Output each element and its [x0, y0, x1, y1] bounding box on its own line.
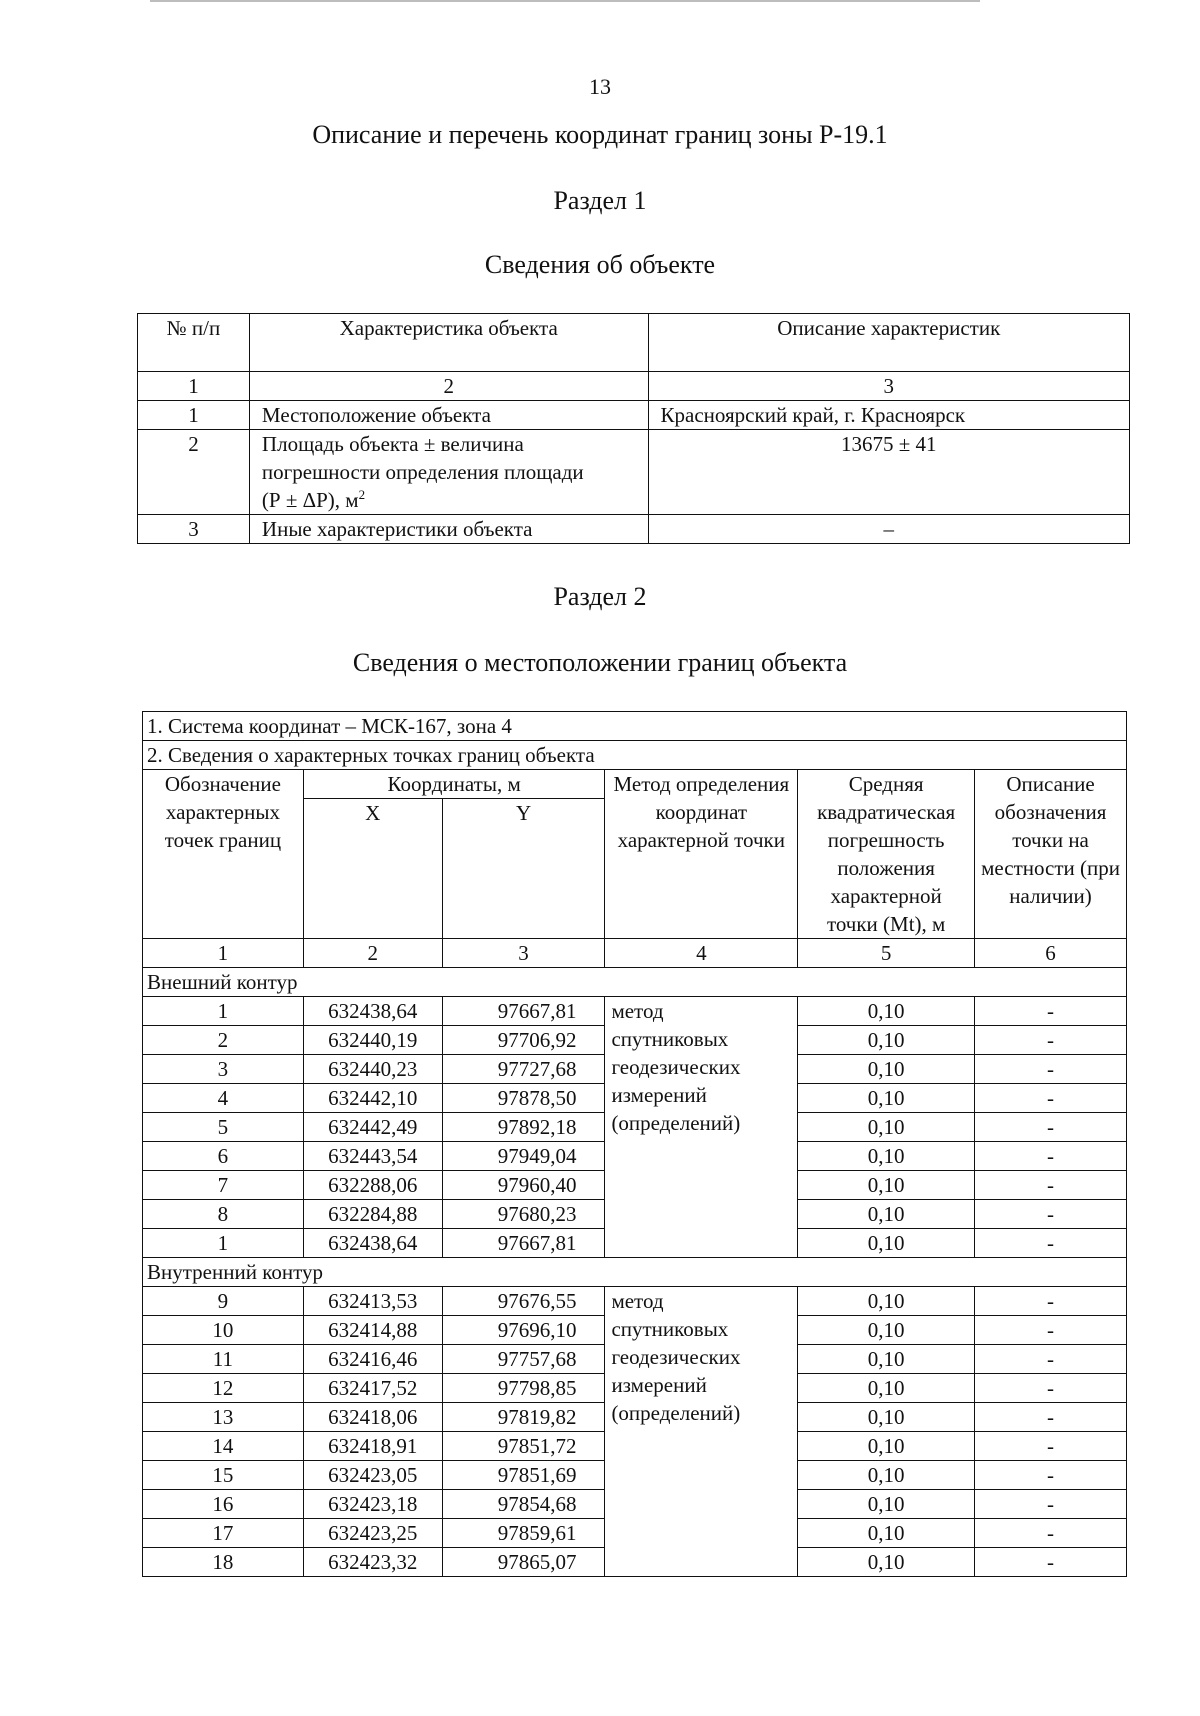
characteristic: Иные характеристики объекта: [249, 515, 648, 544]
header-description: Описание обозначения точки на местности (при наличии): [975, 770, 1127, 939]
point-number: 1: [143, 997, 304, 1026]
point-number: 2: [143, 1026, 304, 1055]
description: Красноярский край, г. Красноярск: [648, 401, 1129, 430]
header-coords: Координаты, м: [303, 770, 605, 799]
point-x: 632418,06: [303, 1403, 442, 1432]
description: 13675 ± 41: [648, 430, 1129, 515]
point-description: -: [975, 1374, 1127, 1403]
row-number: 3: [138, 515, 250, 544]
point-number: 6: [143, 1142, 304, 1171]
characteristic: [249, 430, 648, 515]
point-y: 97878,50: [442, 1084, 605, 1113]
col-number: 5: [798, 939, 975, 968]
point-x: 632440,19: [303, 1026, 442, 1055]
point-x: 632423,05: [303, 1461, 442, 1490]
point-x: 632423,32: [303, 1548, 442, 1577]
point-y: 97865,07: [442, 1548, 605, 1577]
point-x: 632284,88: [303, 1200, 442, 1229]
coordinates-table: [142, 711, 1127, 1577]
point-number: 4: [143, 1084, 304, 1113]
method-cell: [605, 997, 798, 1258]
point-description: -: [975, 1200, 1127, 1229]
method-line: метод: [611, 1289, 664, 1313]
method-line: измерений: [611, 1083, 707, 1107]
point-number: 9: [143, 1287, 304, 1316]
column-number-row: [138, 372, 1130, 401]
point-description: -: [975, 1548, 1127, 1577]
header-designation: Обозначение характерных точек границ: [143, 770, 304, 939]
method-line: измерений: [611, 1373, 707, 1397]
points-title: 2. Сведения о характерных точках границ объекта: [143, 741, 1127, 770]
point-y: 97854,68: [442, 1490, 605, 1519]
point-y: 97676,55: [442, 1287, 605, 1316]
point-y: 97757,68: [442, 1345, 605, 1374]
point-number: 14: [143, 1432, 304, 1461]
method-line: спутниковых: [611, 1027, 729, 1051]
table-row: [143, 1287, 1127, 1316]
object-info-table: [137, 313, 1130, 544]
column-number-row: [143, 939, 1127, 968]
point-x: 632418,91: [303, 1432, 442, 1461]
header-method: Метод определения координат характерной точки: [605, 770, 798, 939]
col-number: 3: [648, 372, 1129, 401]
method-line: (определений): [611, 1111, 741, 1135]
characteristic: Местоположение объекта: [249, 401, 648, 430]
point-number: 15: [143, 1461, 304, 1490]
point-error: 0,10: [798, 1345, 975, 1374]
point-x: 632442,10: [303, 1084, 442, 1113]
point-y: 97949,04: [442, 1142, 605, 1171]
col-number: 1: [143, 939, 304, 968]
point-y: 97851,72: [442, 1432, 605, 1461]
contour-row-outer: [143, 968, 1127, 997]
document-title: Описание и перечень координат границ зоны Р-19.1: [312, 120, 888, 149]
method-line: (определений): [611, 1401, 741, 1425]
table-header-row: [138, 314, 1130, 372]
coordinate-system: 1. Система координат – МСК-167, зона 4: [143, 712, 1127, 741]
point-y: 97819,82: [442, 1403, 605, 1432]
contour-label: Внешний контур: [143, 968, 1127, 997]
point-description: -: [975, 1490, 1127, 1519]
point-description: -: [975, 1432, 1127, 1461]
points-title-row: [143, 741, 1127, 770]
point-error: 0,10: [798, 1548, 975, 1577]
point-y: 97727,68: [442, 1055, 605, 1084]
point-error: 0,10: [798, 1229, 975, 1258]
point-y: 97696,10: [442, 1316, 605, 1345]
point-description: -: [975, 1519, 1127, 1548]
point-x: 632413,53: [303, 1287, 442, 1316]
point-number: 3: [143, 1055, 304, 1084]
point-error: 0,10: [798, 1055, 975, 1084]
header-row: [143, 770, 1127, 799]
point-error: 0,10: [798, 1113, 975, 1142]
point-y: 97892,18: [442, 1113, 605, 1142]
point-y: 97667,81: [442, 1229, 605, 1258]
section2-heading: Раздел 2: [553, 582, 647, 611]
point-x: 632438,64: [303, 1229, 442, 1258]
point-number: 1: [143, 1229, 304, 1258]
point-number: 18: [143, 1548, 304, 1577]
header-cell: Характеристика объекта: [249, 314, 648, 372]
row-number: 1: [138, 401, 250, 430]
header-y: Y: [442, 799, 605, 939]
table-row: [143, 997, 1127, 1026]
point-error: 0,10: [798, 1519, 975, 1548]
section1-subheading: Сведения об объекте: [484, 250, 716, 279]
point-x: 632423,25: [303, 1519, 442, 1548]
col-number: 1: [138, 372, 250, 401]
point-number: 5: [143, 1113, 304, 1142]
outer-contour-points: [143, 997, 1127, 1258]
point-x: 632288,06: [303, 1171, 442, 1200]
point-y: 97851,69: [442, 1461, 605, 1490]
point-x: 632416,46: [303, 1345, 442, 1374]
point-error: 0,10: [798, 1490, 975, 1519]
point-number: 17: [143, 1519, 304, 1548]
point-x: 632417,52: [303, 1374, 442, 1403]
point-y: 97859,61: [442, 1519, 605, 1548]
contour-row-inner: [143, 1258, 1127, 1287]
point-y: 97680,23: [442, 1200, 605, 1229]
method-line: геодезических: [611, 1055, 741, 1079]
point-error: 0,10: [798, 1084, 975, 1113]
table-row: [138, 430, 1130, 515]
point-y: 97667,81: [442, 997, 605, 1026]
row-number: 2: [138, 430, 250, 515]
point-x: 632443,54: [303, 1142, 442, 1171]
table-row: [138, 401, 1130, 430]
description: –: [648, 515, 1129, 544]
point-x: 632440,23: [303, 1055, 442, 1084]
point-error: 0,10: [798, 1200, 975, 1229]
method-line: метод: [611, 999, 664, 1023]
point-number: 8: [143, 1200, 304, 1229]
point-description: -: [975, 1171, 1127, 1200]
point-number: 10: [143, 1316, 304, 1345]
superscript: 2: [358, 487, 366, 502]
col-number: 2: [303, 939, 442, 968]
table-row: [138, 515, 1130, 544]
point-x: 632423,18: [303, 1490, 442, 1519]
point-number: 12: [143, 1374, 304, 1403]
characteristic-line: (Р ± ΔР), $м^2$: [261, 487, 366, 512]
characteristic-line: погрешности определения площади: [261, 460, 584, 484]
point-error: 0,10: [798, 1287, 975, 1316]
method-line: спутниковых: [611, 1317, 729, 1341]
point-description: -: [975, 1084, 1127, 1113]
point-description: -: [975, 1287, 1127, 1316]
point-error: 0,10: [798, 1403, 975, 1432]
point-number: 13: [143, 1403, 304, 1432]
point-description: -: [975, 1461, 1127, 1490]
col-number: 2: [249, 372, 648, 401]
inner-label-body: [143, 1258, 1127, 1287]
page-number: 13: [589, 74, 611, 99]
section1-heading: Раздел 1: [553, 186, 647, 215]
col-number: 6: [975, 939, 1127, 968]
point-description: -: [975, 1026, 1127, 1055]
col-number: 3: [442, 939, 605, 968]
point-description: -: [975, 1142, 1127, 1171]
point-y: 97960,40: [442, 1171, 605, 1200]
point-number: 16: [143, 1490, 304, 1519]
point-error: 0,10: [798, 1432, 975, 1461]
point-number: 7: [143, 1171, 304, 1200]
header-error: Средняя квадратическая погрешность положения характерной точки (Mt), м: [798, 770, 975, 939]
point-error: 0,10: [798, 1026, 975, 1055]
header-x: X: [303, 799, 442, 939]
scan-top-edge: [150, 0, 980, 2]
point-description: -: [975, 997, 1127, 1026]
method-line: геодезических: [611, 1345, 741, 1369]
point-y: 97706,92: [442, 1026, 605, 1055]
point-description: -: [975, 1229, 1127, 1258]
point-x: 632442,49: [303, 1113, 442, 1142]
point-error: 0,10: [798, 1142, 975, 1171]
header-cell: № п/п: [138, 314, 250, 372]
inner-contour-points: [143, 1287, 1127, 1577]
contour-label: Внутренний контур: [143, 1258, 1127, 1287]
system-row: [143, 712, 1127, 741]
point-description: -: [975, 1113, 1127, 1142]
point-x: 632414,88: [303, 1316, 442, 1345]
point-description: -: [975, 1055, 1127, 1084]
point-y: 97798,85: [442, 1374, 605, 1403]
point-description: -: [975, 1316, 1127, 1345]
point-error: 0,10: [798, 1316, 975, 1345]
characteristic-line: Площадь объекта ± величина: [261, 432, 524, 456]
section2-subheading: Сведения о местоположении границ объекта: [352, 648, 848, 677]
method-cell: [605, 1287, 798, 1577]
header-cell: Описание характеристик: [648, 314, 1129, 372]
point-description: -: [975, 1403, 1127, 1432]
point-number: 11: [143, 1345, 304, 1374]
point-x: 632438,64: [303, 997, 442, 1026]
col-number: 4: [605, 939, 798, 968]
point-error: 0,10: [798, 1171, 975, 1200]
point-error: 0,10: [798, 997, 975, 1026]
point-description: -: [975, 1345, 1127, 1374]
point-error: 0,10: [798, 1461, 975, 1490]
point-error: 0,10: [798, 1374, 975, 1403]
